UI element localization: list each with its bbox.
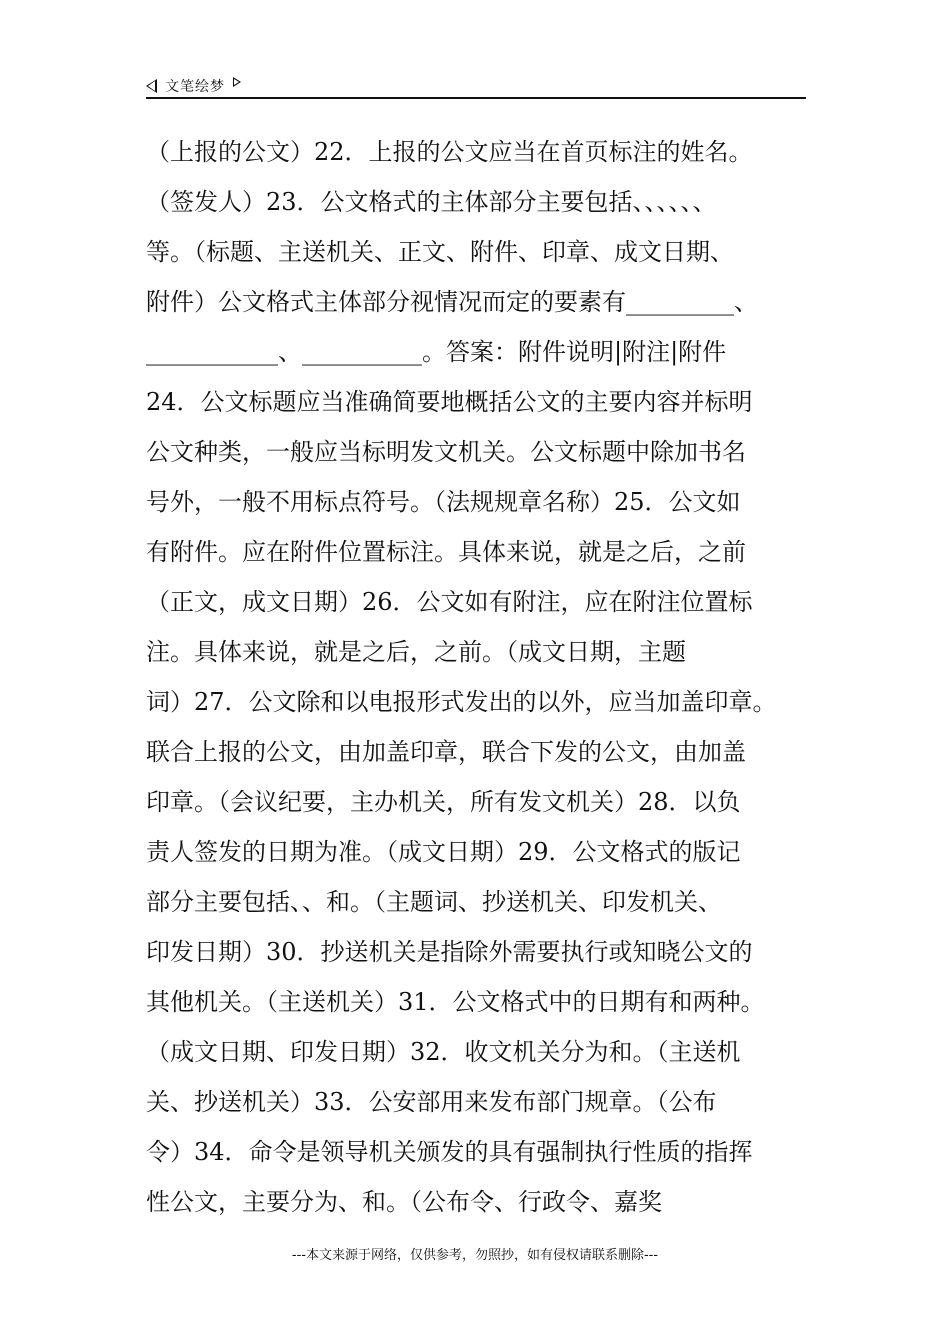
text-line: 号外，一般不用标点符号。（法规规章名称）25．公文如 (146, 488, 741, 516)
document-body (146, 130, 816, 1230)
text-line: （正文，成文日期）26．公文如有附注，应在附注位置标 (146, 588, 753, 616)
text-line: 性公文，主要分为、和。（公布令、行政令、嘉奖 (146, 1188, 662, 1216)
left-triangle-icon (146, 79, 157, 93)
text-line: 有附件。应在附件位置标注。具体来说，就是之后，之前 (146, 538, 746, 566)
text-line: 责人签发的日期为准。（成文日期）29．公文格式的版记 (146, 838, 741, 866)
text-line: 其他机关。（主送机关）31．公文格式中的日期有和两种。 (146, 988, 765, 1016)
text-line: （成文日期、印发日期）32．收文机关分为和。（主送机 (146, 1038, 741, 1066)
text-line: 印章。（会议纪要，主办机关，所有发文机关）28．以负 (146, 788, 741, 816)
text-line: （上报的公文）22．上报的公文应当在首页标注的姓名。 (146, 138, 753, 166)
page-footer: ---本文来源于网络，仅供参考，勿照抄，如有侵权请联系删除--- (291, 1248, 659, 1263)
text-line: 24．公文标题应当准确简要地概括公文的主要内容并标明 (146, 388, 753, 416)
text-line: 公文种类，一般应当标明发文机关。公文标题中除加书名 (146, 438, 746, 466)
text-line: 印发日期）30．抄送机关是指除外需要执行或知晓公文的 (146, 938, 753, 966)
text-line: （签发人）23．公文格式的主体部分主要包括、、、、、、 (146, 188, 717, 216)
page-header (146, 74, 806, 98)
text-line: ___________、__________。答案：附件说明|附注|附件 (146, 338, 727, 366)
text-line: 注。具体来说，就是之后，之前。（成文日期，主题 (146, 638, 686, 666)
text-line: 附件）公文格式主体部分视情况而定的要素有_________、 (146, 288, 758, 316)
text-line: 关、抄送机关）33．公安部用来发布部门规章。（公布 (146, 1088, 717, 1116)
header-brand: 文笔绘梦 (165, 79, 225, 95)
text-line: 令）34．命令是领导机关颁发的具有强制执行性质的指挥 (146, 1138, 753, 1166)
text-line: 联合上报的公文，由加盖印章，联合下发的公文，由加盖 (146, 738, 746, 766)
header-rule (146, 97, 806, 99)
text-line: 词）27．公文除和以电报形式发出的以外，应当加盖印章。 (146, 688, 777, 716)
text-line: 部分主要包括、、和。（主题词、抄送机关、印发机关、 (146, 888, 722, 916)
right-triangle-icon (233, 77, 241, 87)
text-line: 等。（标题、主送机关、正文、附件、印章、成文日期、 (146, 238, 734, 266)
